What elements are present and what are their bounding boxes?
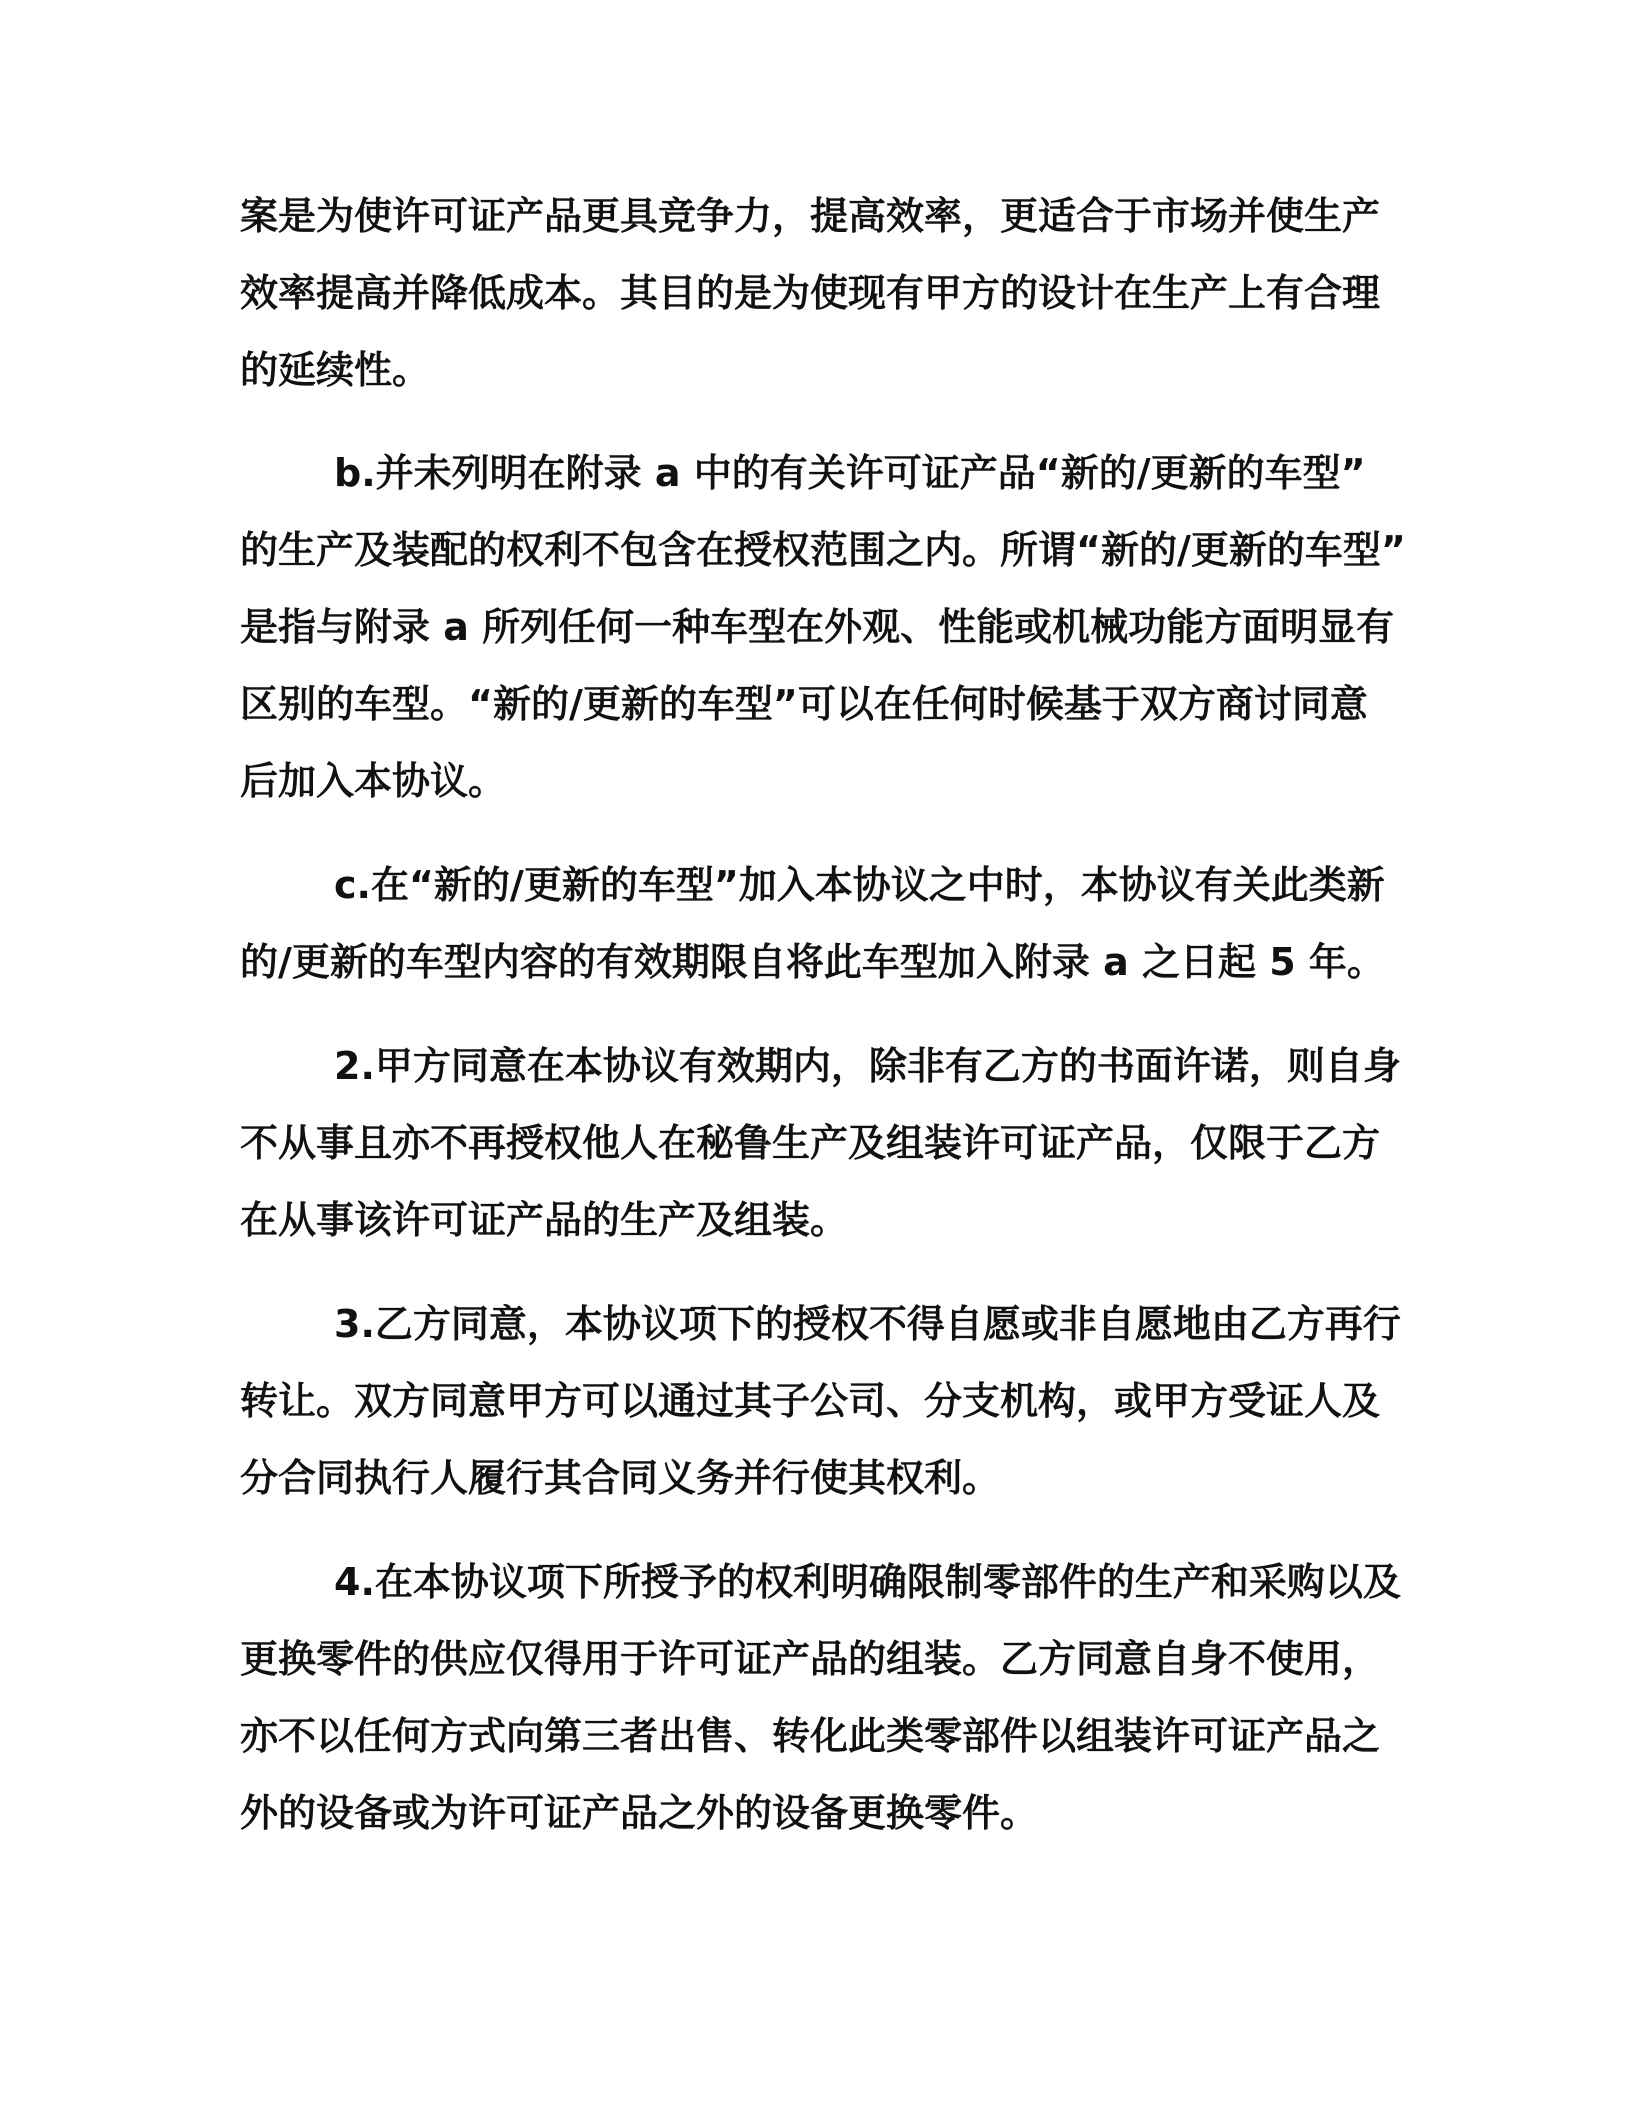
text-line: 外的设备或为许可证产品之外的设备更换零件。	[240, 1791, 1039, 1835]
text-line: 效率提高并降低成本。其目的是为使现有甲方的设计在生产上有合理	[240, 271, 1381, 315]
text-line: c.在“新的/更新的车型”加入本协议之中时，本协议有关此类新	[334, 863, 1385, 907]
text-line: 的生产及装配的权利不包含在授权范围之内。所谓“新的/更新的车型”	[240, 528, 1406, 572]
text-line: 3.乙方同意，本协议项下的授权不得自愿或非自愿地由乙方再行	[334, 1302, 1401, 1346]
text-line: 更换零件的供应仅得用于许可证产品的组装。乙方同意自身不使用，	[240, 1637, 1381, 1681]
text-line: 在从事该许可证产品的生产及组装。	[240, 1198, 849, 1242]
text-line: 区别的车型。“新的/更新的车型”可以在任何时候基于双方商讨同意	[240, 682, 1368, 726]
text-line: 转让。双方同意甲方可以通过其子公司、分支机构，或甲方受证人及	[240, 1379, 1381, 1423]
text-line: 案是为使许可证产品更具竞争力，提高效率，更适合于市场并使生产	[240, 194, 1381, 238]
text-line: b.并未列明在附录 a 中的有关许可证产品“新的/更新的车型”	[334, 451, 1366, 495]
text-line: 2.甲方同意在本协议有效期内，除非有乙方的书面许诺，则自身	[334, 1044, 1401, 1088]
text-line: 亦不以任何方式向第三者出售、转化此类零部件以组装许可证产品之	[240, 1714, 1381, 1758]
text-line: 是指与附录 a 所列任何一种车型在外观、性能或机械功能方面明显有	[240, 605, 1395, 649]
text-line: 后加入本协议。	[240, 759, 507, 803]
text-line: 不从事且亦不再授权他人在秘鲁生产及组装许可证产品，仅限于乙方	[240, 1121, 1381, 1165]
text-line: 分合同执行人履行其合同义务并行使其权利。	[240, 1456, 1001, 1500]
text-line: 的/更新的车型内容的有效期限自将此车型加入附录 a 之日起 5 年。	[240, 940, 1385, 984]
text-line: 的延续性。	[240, 348, 431, 392]
text-line: 4.在本协议项下所授予的权利明确限制零部件的生产和采购以及	[334, 1560, 1401, 1604]
